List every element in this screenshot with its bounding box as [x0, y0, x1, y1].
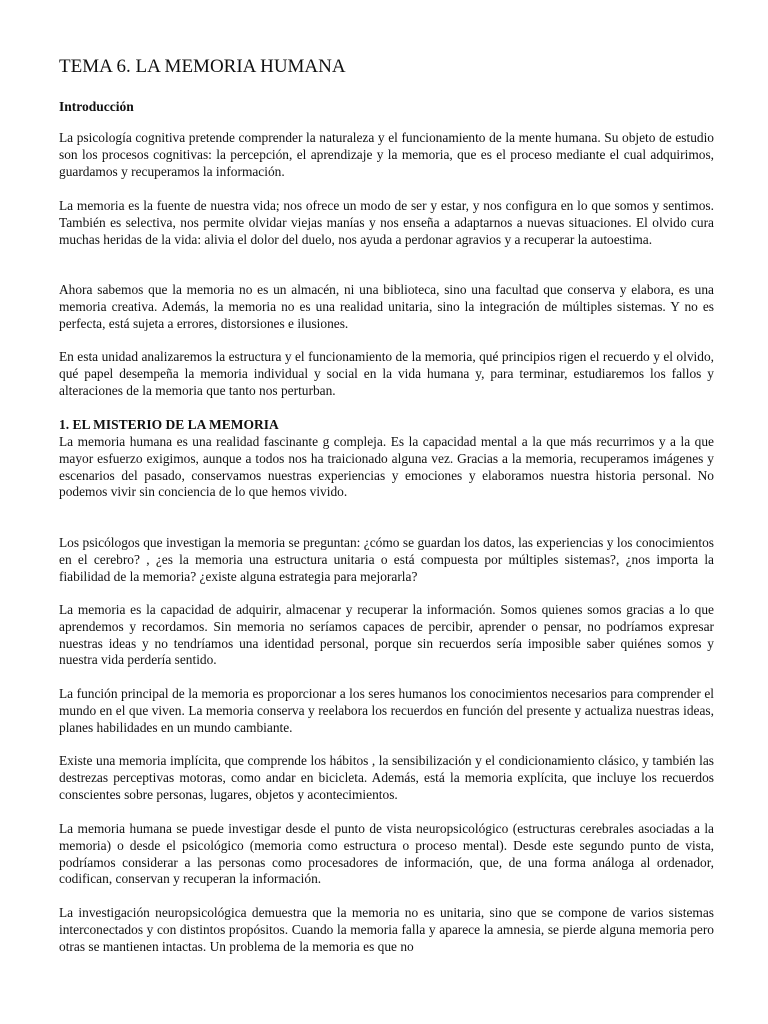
- section-paragraph-6: La memoria humana se puede investigar desde el punto de vista neuropsicológico (estructuras cerebrales asociadas a la memoria) o desde el psicológico (memoria como estructura o proceso mental). Desde este segundo punto de vista, podríamos considerar a las personas como procesadores de información, que, de una forma análoga al ordenador, codifican, conservan y recuperan la información.: [59, 821, 714, 887]
- intro-heading: Introducción: [59, 99, 134, 114]
- intro-paragraph-1: La psicología cognitiva pretende comprender la naturaleza y el funcionamiento de la mente humana. Su objeto de estudio son los procesos cognitivas: la percepción, el aprendizaje y la memoria, que es el proceso mediante el cual adquirimos, guardamos y recuperamos la información.: [59, 130, 714, 179]
- section-paragraph-2: Los psicólogos que investigan la memoria se preguntan: ¿cómo se guardan los datos, las experiencias y los conocimientos en el cerebro? , ¿es la memoria una estructura unitaria o está compuesta por múltiples sistemas?, ¿nos importa la fiabilidad de la memoria? ¿existe alguna estrategia para mejorarla?: [59, 535, 714, 584]
- section-paragraph-7: La investigación neuropsicológica demuestra que la memoria no es unitaria, sino que se compone de varios sistemas interconectados y con distintos propósitos. Cuando la memoria falla y aparece la amnesia, se pierde alguna memoria pero otras se mantienen intactas. Un problema de la memoria es que no: [59, 905, 714, 954]
- section-paragraph-3: La memoria es la capacidad de adquirir, almacenar y recuperar la información. Somos quienes somos gracias a lo que aprendemos y recordamos. Sin memoria no seríamos capaces de percibir, aprender o pensar, no podríamos expresar nuestras ideas y no tendríamos una identidad personal, porque sin recuerdos sería imposible saber quiénes somos y nuestra vida perdería sentido.: [59, 602, 714, 668]
- section-heading: 1. EL MISTERIO DE LA MEMORIA: [59, 417, 279, 432]
- intro-paragraph-2: La memoria es la fuente de nuestra vida; nos ofrece un modo de ser y estar, y nos configura en lo que somos y sentimos. También es selectiva, nos permite olvidar viejas manías y nos enseña a adaptarnos a nuevas situaciones. El olvido cura muchas heridas de la vida: alivia el dolor del duelo, nos ayuda a perdonar agravios y a recuperar la autoestima.: [59, 198, 714, 247]
- document-title: TEMA 6. LA MEMORIA HUMANA: [59, 56, 346, 77]
- section-paragraph-4: La función principal de la memoria es proporcionar a los seres humanos los conocimientos necesarios para comprender el mundo en el que viven. La memoria conserva y reelabora los recuerdos en función del presente y actualiza nuestras ideas, planes habilidades en un mundo cambiante.: [59, 686, 714, 735]
- section-paragraph-5: Existe una memoria implícita, que comprende los hábitos , la sensibilización y el condicionamiento clásico, y también las destrezas perceptivas motoras, como andar en bicicleta. Además, está la memoria explícita, que incluye los recuerdos conscientes sobre personas, lugares, objetos y acontecimientos.: [59, 753, 714, 802]
- intro-paragraph-3: Ahora sabemos que la memoria no es un almacén, ni una biblioteca, sino una facultad que conserva y elabora, es una memoria creativa. Además, la memoria no es una realidad unitaria, sino la integración de múltiples sistemas. Y no es perfecta, está sujeta a errores, distorsiones e ilusiones.: [59, 282, 714, 331]
- intro-paragraph-4: En esta unidad analizaremos la estructura y el funcionamiento de la memoria, qué principios rigen el recuerdo y el olvido, qué papel desempeña la memoria individual y social en la vida humana y, para terminar, estudiaremos los fallos y alteraciones de la memoria que tanto nos perturban.: [59, 349, 714, 398]
- section-paragraph-1: La memoria humana es una realidad fascinante g compleja. Es la capacidad mental a la que más recurrimos y a la que mayor esfuerzo exigimos, aunque a todos nos ha traicionado alguna vez. Gracias a la memoria, recuperamos imágenes y escenarios del pasado, conservamos nuestras experiencias y emociones y elaboramos nuestra historia personal. No podemos vivir sin conciencia de lo que hemos vivido.: [59, 434, 714, 500]
